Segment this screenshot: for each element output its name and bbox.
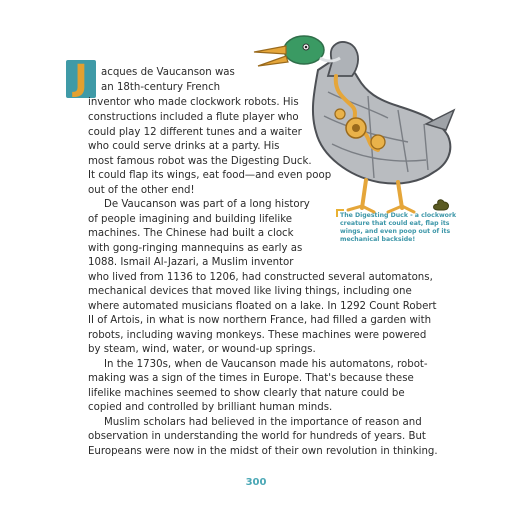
text-line: 1088. Ismail Al-Jazari, a Muslim inventor — [88, 257, 294, 268]
caption-line: The Digesting Duck - a clockwork — [340, 212, 457, 219]
caption-line: creature that could eat, flap its — [340, 220, 450, 227]
text-line: making was a sign of the times in Europe. That's because these — [88, 373, 414, 384]
text-line: with gong-ringing mannequins as early as — [88, 243, 303, 254]
illustration-caption — [340, 212, 460, 244]
text-line: of people imagining and building lifelike — [88, 214, 292, 225]
text-line: where automated musicians floated on a lake. In 1292 Count Robert — [88, 301, 437, 312]
text-line: could play 12 different tunes and a waiter — [88, 127, 302, 138]
text-line: It could flap its wings, eat food—and even poop — [88, 170, 332, 181]
text-line: Europeans were now in the midst of their own revolution in thinking. — [88, 446, 438, 457]
text-line: constructions included a flute player who — [88, 112, 299, 123]
text-line: copied and controlled by brilliant human minds. — [88, 402, 333, 413]
text-line: mechanical devices that moved like living things, including one — [88, 286, 412, 297]
caption-line: wings, and even poop out of its — [340, 228, 451, 235]
text-line: machines. The Chinese had built a clock — [88, 228, 294, 239]
page-number: 300 — [245, 477, 267, 488]
text-line: who lived from 1136 to 1206, had constructed several automatons, — [88, 272, 433, 283]
caption-line: mechanical backside! — [340, 236, 416, 243]
text-line: lifelike machines seemed to show clearly that nature could be — [88, 388, 405, 399]
text-line: an 18th-century French — [101, 82, 221, 93]
text-line: De Vaucanson was part of a long history — [104, 199, 310, 210]
text-line: most famous robot was the Digesting Duck. — [88, 156, 312, 167]
drop-cap: J — [66, 60, 96, 98]
text-line: acques de Vaucanson was — [101, 67, 235, 78]
clockwork-duck-illustration — [248, 32, 458, 222]
text-line: Muslim scholars had believed in the importance of reason and — [104, 417, 422, 428]
text-line: robots, including waving monkeys. These machines were powered — [88, 330, 427, 341]
text-line: inventor who made clockwork robots. His — [88, 97, 299, 108]
text-line: by steam, wind, water, or wound-up springs. — [88, 344, 316, 355]
text-line: observation in understanding the world for hundreds of years. But — [88, 431, 426, 442]
text-line: II of Artois, in what is now northern France, had filled a garden with — [88, 315, 432, 326]
text-line: In the 1730s, when de Vaucanson made his automatons, robot- — [104, 359, 428, 370]
text-line: who could serve drinks at a party. His — [88, 141, 280, 152]
text-line: out of the other end! — [88, 185, 195, 196]
